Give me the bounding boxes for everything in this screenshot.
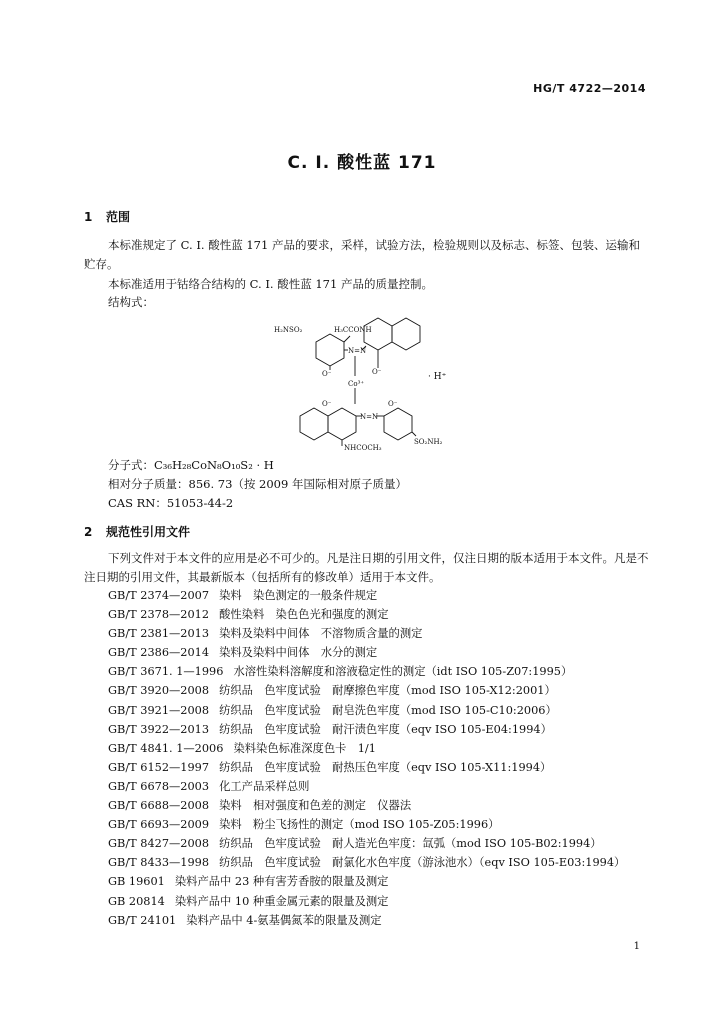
scope-paragraph-2: 本标准适用于钴络合结构的 C. I. 酸性蓝 171 产品的质量控制。 [108, 277, 433, 291]
reference-code: GB/T 6678—2003 [108, 779, 210, 793]
reference-title: 染料 染色测定的一般条件规定 [219, 589, 378, 602]
azo-lower: N=N [360, 413, 379, 421]
reference-item [108, 834, 625, 853]
reference-item [108, 605, 625, 624]
azo-upper: N=N [348, 347, 367, 355]
reference-code: GB/T 3922—2013 [108, 722, 210, 736]
reference-code: GB 20814 [108, 894, 165, 908]
o-minus-lower-left: O⁻ [322, 400, 332, 408]
counter-ion: · H⁺ [428, 372, 447, 382]
reference-title: 纺织品 色牢度试验 耐汗渍色牢度（eqv ISO 105-E04:1994） [219, 722, 552, 736]
reference-title: 染料及染料中间体 水分的测定 [219, 646, 378, 660]
o-minus-upper-left: O⁻ [322, 370, 332, 378]
reference-code: GB/T 2386—2014 [108, 646, 210, 660]
substituent-nhcoch3: NHCOCH₃ [344, 444, 382, 452]
reference-item [108, 739, 625, 758]
lower-naphthalene-ring-a [300, 408, 328, 440]
reference-code: GB/T 3671. 1—1996 [108, 665, 224, 679]
reference-code: GB/T 6693—2009 [108, 818, 210, 832]
reference-title: 染料及染料中间体 不溶物质含量的测定 [219, 627, 423, 641]
reference-title: 染料产品中 10 种重金属元素的限量及测定 [174, 894, 389, 908]
reference-item [108, 777, 625, 796]
reference-item [108, 681, 625, 700]
section-1-heading [84, 208, 130, 225]
substituent-h3cconh: H₃CCONH [334, 326, 372, 334]
reference-title: 染料 粉尘飞扬性的测定（mod ISO 105-Z05:1996） [219, 818, 500, 832]
cobalt-ion: Co³⁺ [348, 380, 365, 388]
reference-code: GB/T 3921—2008 [108, 703, 210, 717]
upper-naphthalene-ring-a [364, 318, 392, 350]
reference-title: 纺织品 色牢度试验 耐氯化水色牢度（游泳池水）（eqv ISO 105-E03:1994） [219, 856, 626, 870]
reference-code: GB/T 8433—1998 [108, 856, 210, 870]
reference-title: 染料染色标准深度色卡 1/1 [233, 741, 376, 755]
reference-item [108, 701, 625, 720]
cas-number: CAS RN：51053-44-2 [108, 496, 234, 510]
reference-code: GB/T 4841. 1—2006 [108, 741, 224, 755]
reference-item [108, 872, 625, 891]
reference-title: 染料产品中 4-氨基偶氮苯的限量及测定 [186, 913, 382, 927]
reference-item [108, 586, 625, 605]
section-2-number: 2 [84, 525, 93, 539]
reference-item [108, 720, 625, 739]
section-2-title: 规范性引用文件 [106, 525, 191, 539]
reference-title: 酸性染料 染色色光和强度的测定 [219, 608, 389, 622]
references-intro: 下列文件对于本文件的应用是必不可少的。凡是注日期的引用文件，仅注日期的版本适用于本文件。凡是不注日期的引用文件，其最新版本（包括所有的修改单）适用于本文件。 [84, 551, 649, 584]
reference-item [108, 643, 625, 662]
section-1-number: 1 [84, 210, 93, 224]
reference-title: 染料 相对强度和色差的测定 仪器法 [219, 799, 412, 813]
reference-title: 化工产品采样总则 [219, 779, 310, 793]
reference-code: GB/T 3920—2008 [108, 684, 210, 698]
reference-code: GB/T 6152—1997 [108, 760, 210, 774]
substituent-h2nso2: H₂NSO₂ [274, 326, 303, 334]
upper-benzene-ring [316, 334, 344, 366]
structural-formula [270, 312, 470, 452]
o-minus-upper-right: O⁻ [372, 368, 382, 376]
reference-code: GB/T 6688—2008 [108, 799, 210, 813]
standard-code: HG/T 4722—2014 [533, 82, 646, 95]
document-title: C. I. 酸性蓝 171 [287, 153, 437, 173]
reference-code: GB 19601 [108, 875, 165, 889]
reference-item [108, 853, 625, 872]
page-number: 1 [633, 941, 640, 952]
reference-item [108, 662, 625, 681]
reference-code: GB/T 24101 [108, 913, 177, 927]
reference-item [108, 758, 625, 777]
structure-label: 结构式： [108, 295, 154, 309]
reference-item [108, 911, 625, 930]
reference-code: GB/T 8427—2008 [108, 837, 210, 851]
reference-title: 纺织品 色牢度试验 耐热压色牢度（eqv ISO 105-X11:1994） [219, 760, 552, 774]
upper-naphthalene-ring-b [392, 318, 420, 350]
section-1-title: 范围 [106, 210, 131, 224]
molecular-mass: 相对分子质量：856. 73（按 2009 年国际相对原子质量） [108, 477, 407, 491]
reference-list [108, 586, 625, 930]
substituent-so2nh2: SO₂NH₂ [414, 438, 443, 446]
reference-item [108, 624, 625, 643]
reference-code: GB/T 2381—2013 [108, 627, 210, 641]
reference-title: 纺织品 色牢度试验 耐人造光色牢度：氙弧（mod ISO 105-B02:1994） [219, 837, 602, 851]
o-minus-lower-right: O⁻ [388, 400, 398, 408]
section-2-heading [84, 523, 190, 540]
molecular-formula: 分子式：C₃₆H₂₈CoN₈O₁₀S₂ · H [108, 458, 274, 472]
reference-item [108, 796, 625, 815]
reference-title: 染料产品中 23 种有害芳香胺的限量及测定 [174, 875, 389, 889]
reference-item [108, 892, 625, 911]
lower-benzene-ring [384, 408, 412, 440]
reference-code: GB/T 2378—2012 [108, 608, 210, 622]
reference-code: GB/T 2374—2007 [108, 589, 210, 602]
reference-title: 纺织品 色牢度试验 耐皂洗色牢度（mod ISO 105-C10:2006） [219, 703, 557, 717]
reference-title: 纺织品 色牢度试验 耐摩擦色牢度（mod ISO 105-X12:2001） [219, 684, 556, 698]
reference-title: 水溶性染料溶解度和溶液稳定性的测定（idt ISO 105-Z07:1995） [233, 665, 573, 679]
reference-item [108, 815, 625, 834]
scope-paragraph-1: 本标准规定了 C. I. 酸性蓝 171 产品的要求，采样，试验方法，检验规则以及标志、标签、包装、运输和贮存。 [84, 238, 640, 271]
lower-naphthalene-ring-b [328, 408, 356, 440]
